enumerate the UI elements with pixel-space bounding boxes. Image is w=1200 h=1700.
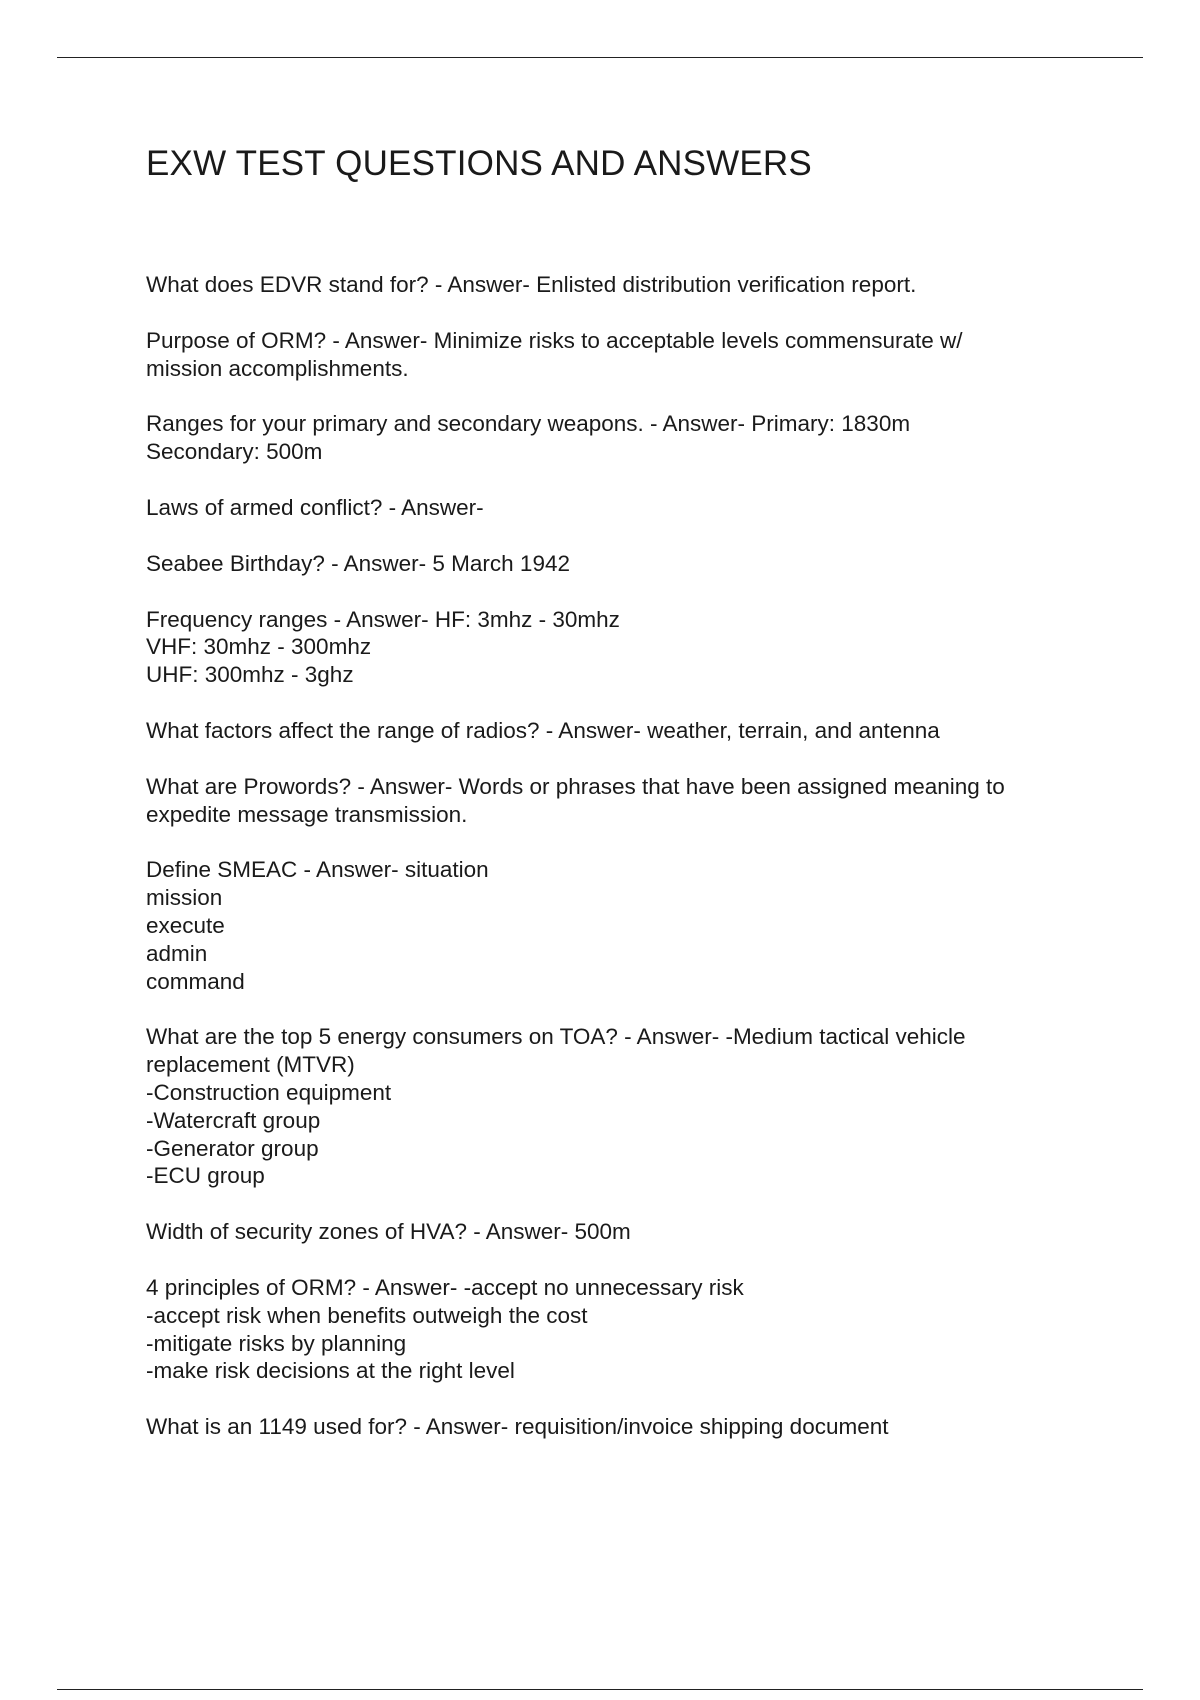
top-rule xyxy=(57,57,1143,58)
qa-list xyxy=(146,271,1086,1469)
document-title: EXW TEST QUESTIONS AND ANSWERS xyxy=(146,144,812,183)
qa-item-seabee-birthday: Seabee Birthday? - Answer- 5 March 1942 xyxy=(146,550,570,576)
bottom-rule xyxy=(57,1689,1143,1690)
qa-item-smeac: Define SMEAC - Answer- situation mission execute admin command xyxy=(146,857,489,994)
qa-item-radio-range-factors: What factors affect the range of radios? - Answer- weather, terrain, and antenna xyxy=(146,717,940,743)
qa-item-weapon-ranges: Ranges for your primary and secondary weapons. - Answer- Primary: 1830m Secondary: 500m xyxy=(146,411,911,465)
qa-item-hva-security-zones: Width of security zones of HVA? - Answer- 500m xyxy=(146,1219,631,1245)
qa-item-frequency-ranges: Frequency ranges - Answer- HF: 3mhz - 30mhz VHF: 30mhz - 300mhz UHF: 300mhz - 3ghz xyxy=(146,606,620,688)
qa-item-orm-purpose: Purpose of ORM? - Answer- Minimize risks to acceptable levels commensurate w/ mission accomplishments. xyxy=(146,327,963,381)
qa-item-laws-of-armed-conflict: Laws of armed conflict? - Answer- xyxy=(146,494,484,520)
qa-item-orm-principles: 4 principles of ORM? - Answer- -accept no unnecessary risk -accept risk when benefits outweigh the cost -mitigate risks by planning -make risk decisions at the right level xyxy=(146,1274,744,1384)
qa-item-edvr: What does EDVR stand for? - Answer- Enlisted distribution verification report. xyxy=(146,272,917,297)
qa-item-form-1149: What is an 1149 used for? - Answer- requisition/invoice shipping document xyxy=(146,1414,889,1440)
qa-item-prowords: What are Prowords? - Answer- Words or phrases that have been assigned meaning to expedite message transmission. xyxy=(146,773,1005,827)
qa-item-energy-consumers: What are the top 5 energy consumers on TOA? - Answer- -Medium tactical vehicle replacement (MTVR) -Construction equipment -Watercraft group -Generator group -ECU group xyxy=(146,1024,966,1189)
